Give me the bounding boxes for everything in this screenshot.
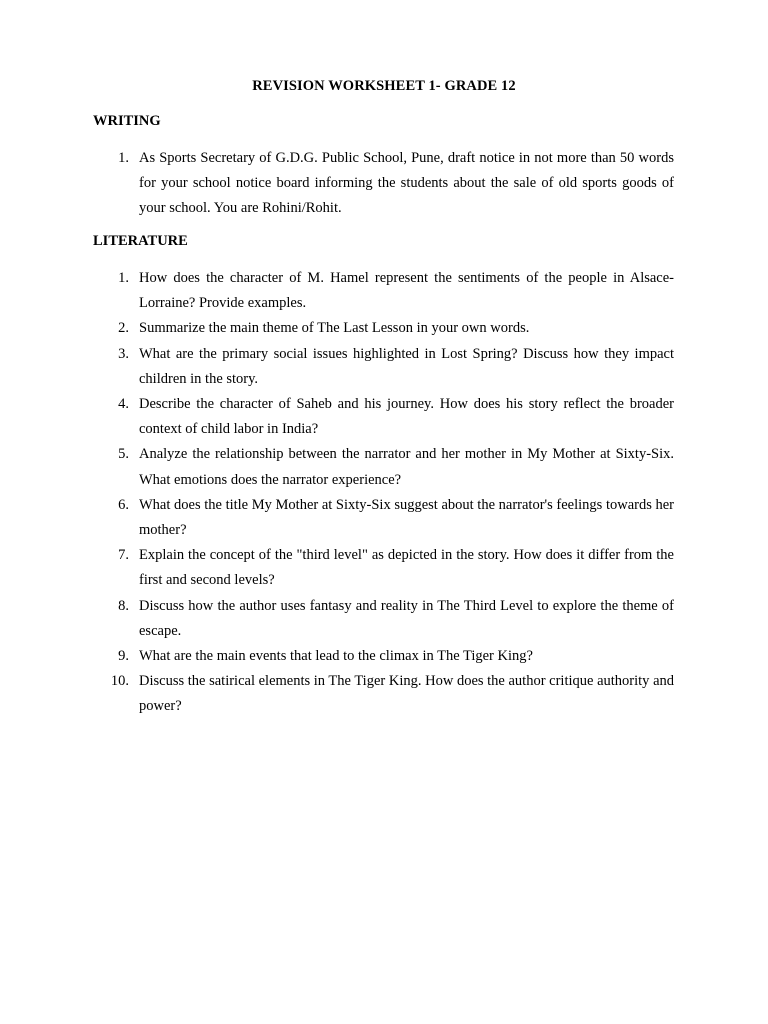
section-heading-writing: WRITING <box>93 113 161 129</box>
question-text: What does the title My Mother at Sixty-Six suggest about the narrator's feelings towards her mother? <box>139 496 674 539</box>
question-number: 6. <box>118 496 129 513</box>
section-heading-literature: LITERATURE <box>93 233 188 249</box>
list-item <box>93 594 674 644</box>
question-number: 1. <box>118 150 129 166</box>
question-text: What are the primary social issues highlighted in Lost Spring? Discuss how they impact children in the story. <box>139 345 674 387</box>
question-number: 5. <box>118 446 129 463</box>
list-item <box>93 442 674 492</box>
question-number: 10. <box>110 673 129 690</box>
list-item <box>93 669 674 719</box>
list-item <box>93 644 674 669</box>
question-number: 1. <box>118 270 129 286</box>
list-item <box>93 316 674 341</box>
question-text: Discuss the satirical elements in The Tiger King. How does the author critique authority and power? <box>139 673 674 715</box>
list-item <box>93 392 674 442</box>
list-item <box>93 342 674 392</box>
list-item <box>93 266 674 316</box>
question-number: 3. <box>118 345 129 362</box>
question-number: 9. <box>118 648 129 665</box>
literature-question-list <box>93 266 674 720</box>
question-text: Analyze the relationship between the narrator and her mother in My Mother at Sixty-Six. What emotions does the narrator experience? <box>139 446 674 488</box>
worksheet-title: REVISION WORKSHEET 1- GRADE 12 <box>252 78 516 94</box>
question-number: 8. <box>118 597 129 614</box>
question-text: Discuss how the author uses fantasy and reality in The Third Level to explore the theme of escape. <box>139 597 674 639</box>
list-item <box>93 543 674 593</box>
question-text: What are the main events that lead to the climax in The Tiger King? <box>139 648 533 665</box>
question-number: 2. <box>118 320 129 337</box>
question-text: Summarize the main theme of The Last Lesson in your own words. <box>139 320 530 337</box>
list-item <box>93 493 674 543</box>
question-text: How does the character of M. Hamel represent the sentiments of the people in Alsace-Lorraine? Provide examples. <box>139 270 674 312</box>
question-number: 4. <box>118 396 129 413</box>
question-text: Describe the character of Saheb and his journey. How does his story reflect the broader context of child labor in India? <box>139 396 674 438</box>
question-number: 7. <box>118 547 129 564</box>
list-item <box>93 146 674 222</box>
writing-question-list <box>93 146 674 222</box>
question-text: As Sports Secretary of G.D.G. Public School, Pune, draft notice in not more than 50 words for your school notice board informing the students about the sale of old sports goods of your school. You are Rohini/Rohit. <box>139 150 674 217</box>
question-text: Explain the concept of the "third level" as depicted in the story. How does it differ from the first and second levels? <box>139 547 674 589</box>
